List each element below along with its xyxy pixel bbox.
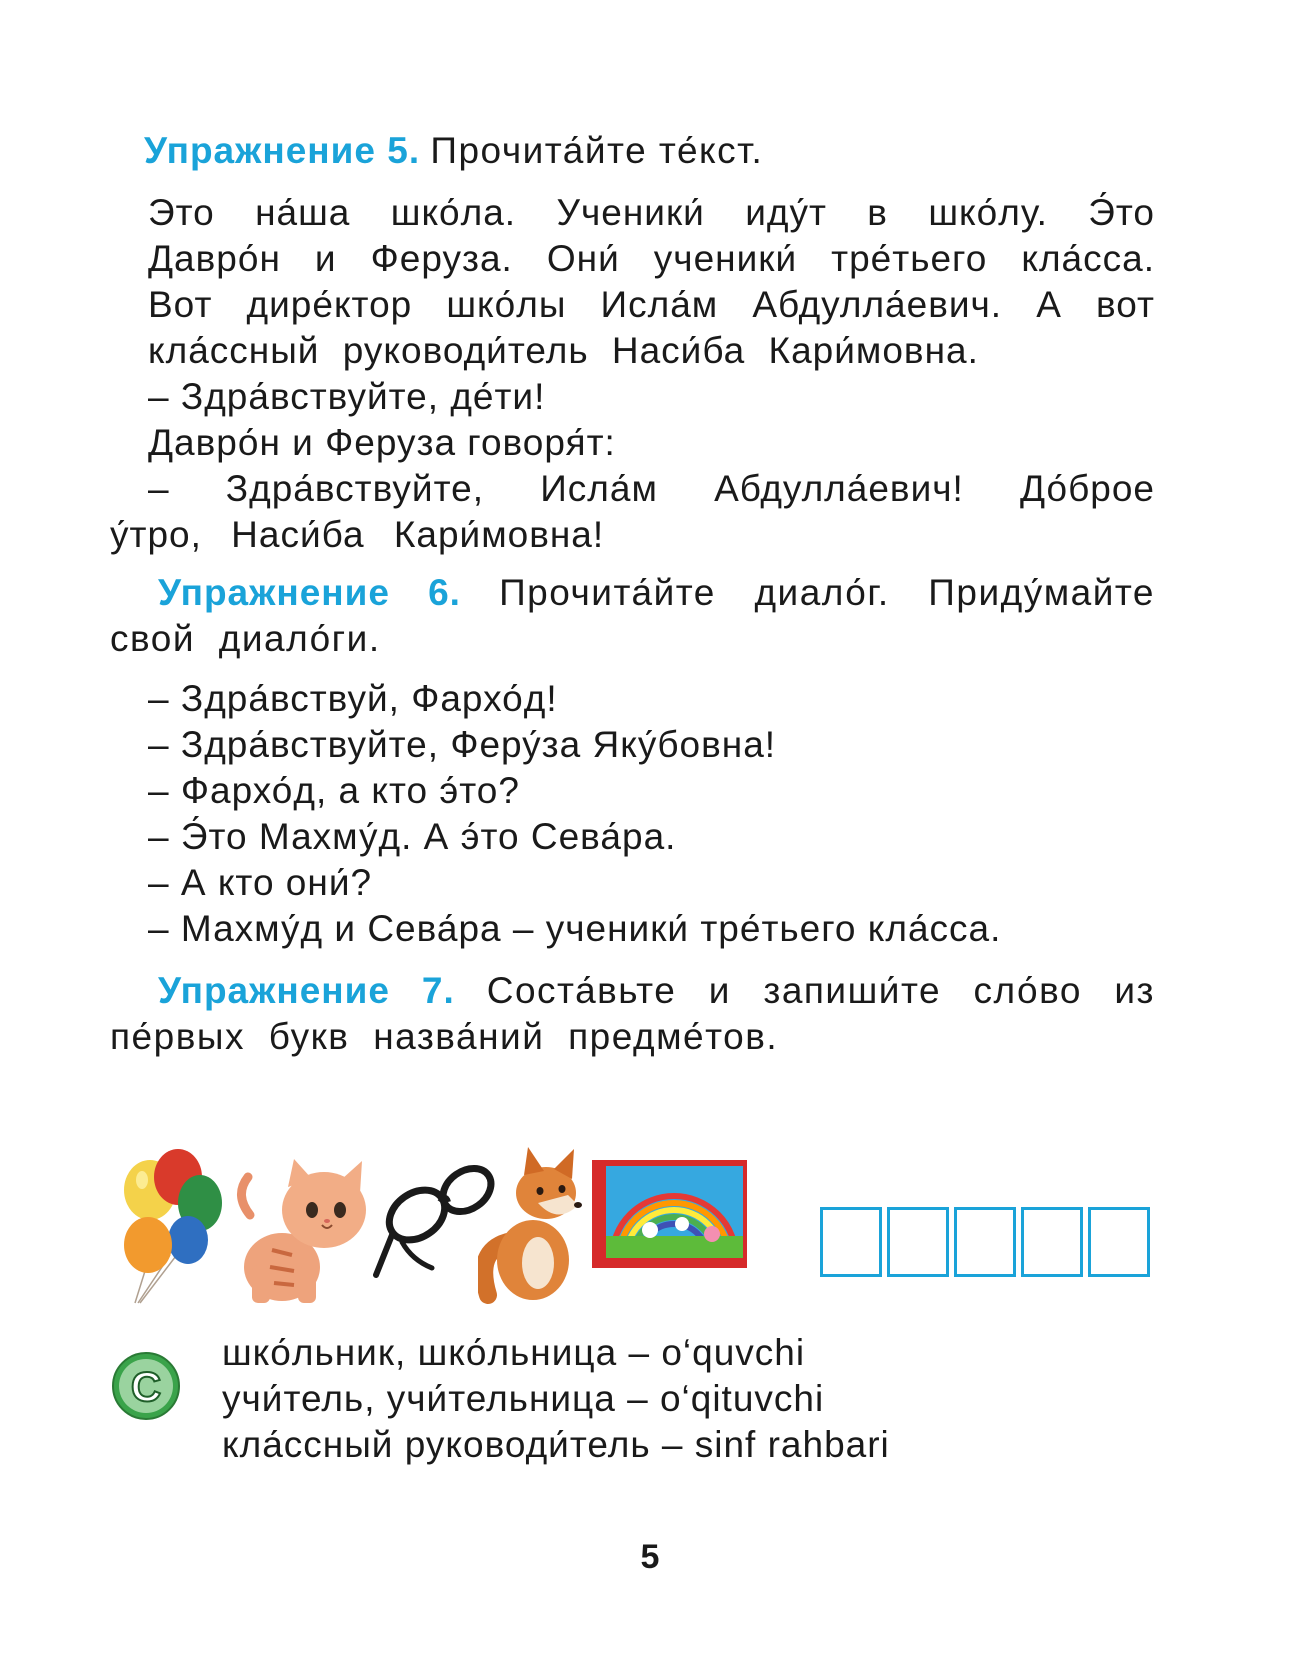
exercise-5-line-1: – Здра́вствуйте, де́ти! <box>148 376 546 417</box>
album-icon <box>592 1160 747 1268</box>
exercise-5-line-3: – Здра́вствуйте, Исла́м Абдулла́евич! До́брое у́тро, Наси́ба Кари́мовна! <box>110 468 1155 555</box>
exercise-5-task: Прочита́йте те́кст. <box>430 130 764 171</box>
vocabulary-badge-icon <box>110 1350 182 1422</box>
vocabulary-line: учи́тель, учи́тельница – o‘qituvchi <box>222 1378 825 1419</box>
exercise-5-line-2: Давро́н и Феруза говоря́т: <box>148 422 616 463</box>
exercise-7-pictures <box>110 1145 1160 1305</box>
dialog-line: – Э́то Махму́д. А э́то Сева́ра. <box>148 816 677 857</box>
answer-box[interactable] <box>887 1207 949 1277</box>
exercise-5-heading: Упражнение 5. <box>144 130 421 171</box>
answer-boxes <box>820 1207 1155 1277</box>
exercise-7-title <box>110 968 1155 1060</box>
answer-box[interactable] <box>1088 1207 1150 1277</box>
exercise-6-title <box>110 570 1155 662</box>
page-number: 5 <box>640 1538 660 1576</box>
answer-box[interactable] <box>820 1207 882 1277</box>
answer-box[interactable] <box>1021 1207 1083 1277</box>
vocabulary-line: кла́ссный руководи́тель – sinf rahbari <box>222 1424 890 1465</box>
fox-icon <box>478 1145 588 1305</box>
exercise-7-task: Соста́вьте и запиши́те сло́во из пе́рвых букв назва́ний предме́тов. <box>110 970 1155 1057</box>
dialog-line: – Здра́вствуй, Фархо́д! <box>148 678 558 719</box>
cat-icon <box>232 1155 374 1305</box>
exercise-6 <box>110 570 1155 952</box>
exercise-5 <box>110 128 1155 558</box>
dialog-line: – Здра́вствуйте, Феру́за Яку́бовна! <box>148 724 777 765</box>
balloons-icon <box>110 1145 225 1305</box>
exercise-6-heading: Упражнение 6. <box>158 572 461 613</box>
dialog-line: – А кто они́? <box>148 862 373 903</box>
exercise-5-title <box>110 128 1155 174</box>
exercise-6-dialog <box>110 676 1155 952</box>
dialog-line: – Махму́д и Сева́ра – ученики́ тре́тьего кла́сса. <box>148 908 1002 949</box>
exercise-7-heading: Упражнение 7. <box>158 970 455 1011</box>
answer-box[interactable] <box>954 1207 1016 1277</box>
exercise-5-paragraph-text: Это на́ша шко́ла. Ученики́ иду́т в шко́лу. Э́то Давро́н и Феруза. Они́ ученики́ тре́тьего кла́сса. Вот дире́ктор шко́лы Исла́м Абдулла́евич. А вот кла́ссный руководи́тель Наси́ба Кари́мовна. <box>148 192 1155 371</box>
vocabulary-line: шко́льник, шко́льница – o‘quvchi <box>222 1332 806 1373</box>
exercise-7 <box>110 968 1155 1060</box>
vocabulary-badge-letter: C <box>130 1363 162 1410</box>
exercise-6-task: Прочита́йте диало́г. Приду́майте свой диало́ги. <box>110 572 1155 659</box>
vocabulary-lines <box>222 1330 890 1468</box>
exercise-5-paragraph <box>110 190 1155 374</box>
dialog-line: – Фархо́д, а кто э́то? <box>148 770 520 811</box>
